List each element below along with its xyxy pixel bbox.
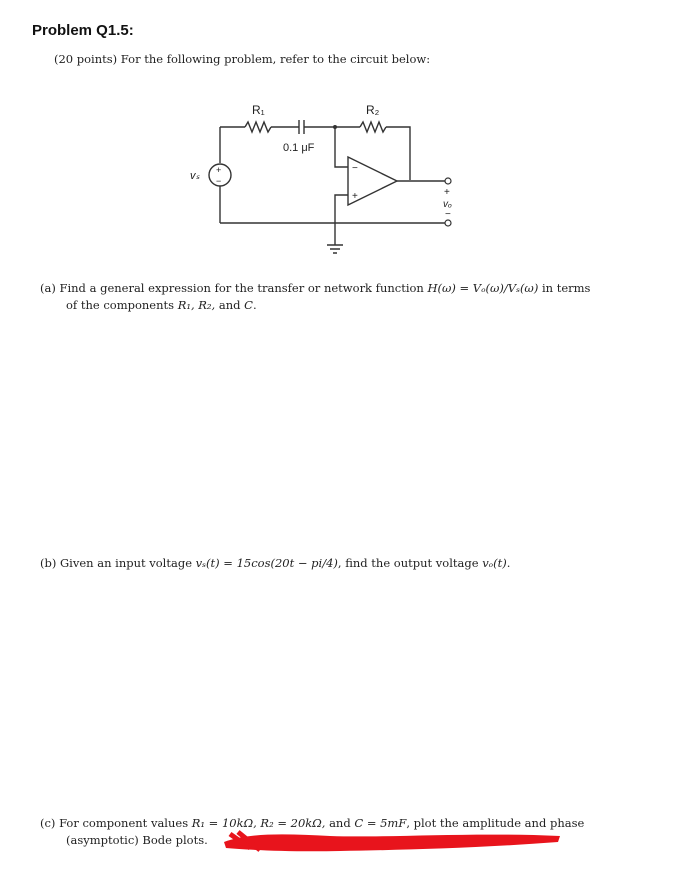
output-terminal-top — [445, 178, 451, 184]
redaction-mark — [224, 834, 560, 851]
wire-feedback — [386, 127, 410, 180]
part-a-text-end: in terms — [538, 281, 591, 295]
r1-zigzag — [245, 122, 271, 132]
part-a-line1 — [40, 280, 640, 297]
part-a-line2-text: of the components — [66, 298, 178, 312]
input-voltage-expr: vₛ(t) = 15cos(20t − pi/4) — [195, 556, 338, 570]
part-a-period: . — [252, 298, 257, 312]
capacitance-expr: C = 5mF — [354, 816, 407, 830]
r2-zigzag — [360, 122, 386, 132]
intro-text: (20 points) For the following problem, refer to the circuit below: — [54, 52, 431, 66]
source-plus: + — [216, 165, 222, 175]
part-c-text-end: , plot the amplitude and phase — [406, 816, 585, 830]
ground-symbol — [327, 245, 343, 253]
part-b-text: (b) Given an input voltage — [40, 556, 196, 570]
part-a-and: and — [215, 298, 245, 312]
opamp-minus: − — [352, 163, 358, 174]
component-c: C — [244, 298, 253, 312]
output-voltage-expr: vₒ(t) — [482, 556, 507, 570]
circuit-diagram — [160, 95, 480, 260]
part-c-line2: (asymptotic) Bode plots. — [66, 833, 208, 847]
opamp-plus: + — [352, 191, 358, 202]
part-b — [40, 555, 640, 572]
r2-label: R₂ — [366, 103, 380, 117]
part-a — [40, 280, 640, 314]
wire-noninverting — [335, 195, 348, 245]
junction-dot — [333, 125, 337, 129]
vs-label: vₛ — [190, 170, 200, 182]
vo-plus: + — [444, 187, 450, 198]
r1-label: R₁ — [252, 103, 265, 117]
part-c-text: (c) For component values — [40, 816, 192, 830]
part-c-and: and — [325, 816, 355, 830]
part-b-text-mid: , find the output voltage — [337, 556, 483, 570]
vo-label: vₒ — [443, 199, 452, 210]
problem-title: Problem Q1.5: — [32, 22, 134, 39]
redaction-scribble — [220, 826, 565, 854]
part-a-line2 — [40, 297, 640, 314]
wire-inverting — [335, 127, 348, 167]
transfer-function-expr: H(ω) = Vₒ(ω)/Vₛ(ω) — [427, 281, 539, 295]
part-a-text: (a) Find a general expression for the transfer or network function — [40, 281, 428, 295]
vo-minus: − — [445, 209, 451, 220]
components-expr: R₁, R₂, — [177, 298, 216, 312]
output-terminal-bottom — [445, 220, 451, 226]
source-minus: − — [216, 176, 222, 186]
component-values-expr: R₁ = 10kΩ, R₂ = 20kΩ, — [191, 816, 326, 830]
capacitor-label: 0.1 μF — [283, 142, 315, 154]
part-b-period: . — [506, 556, 511, 570]
